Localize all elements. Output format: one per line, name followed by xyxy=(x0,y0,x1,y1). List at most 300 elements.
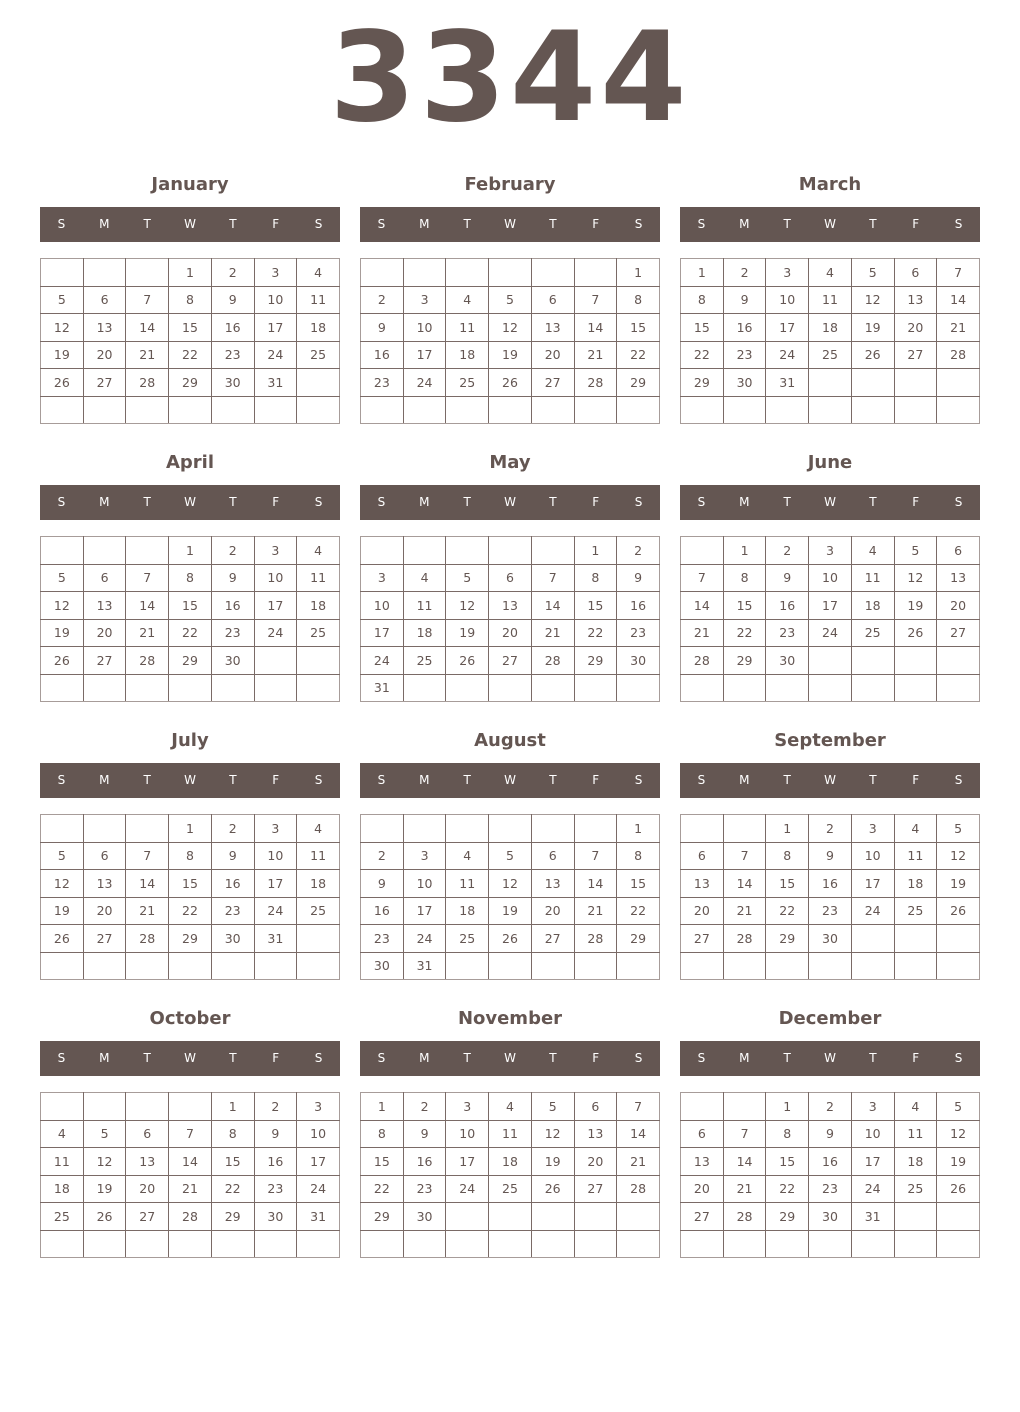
day-cell: 6 xyxy=(531,286,574,314)
day-cell: 22 xyxy=(169,341,212,369)
day-cell: 17 xyxy=(851,1148,894,1176)
day-cell xyxy=(41,1093,84,1121)
day-cell: 27 xyxy=(83,369,126,397)
week-row xyxy=(681,925,980,953)
day-cell xyxy=(83,674,126,702)
weekday-label: T xyxy=(869,773,877,787)
day-cell: 24 xyxy=(254,897,297,925)
day-cell xyxy=(574,1203,617,1231)
day-cell: 10 xyxy=(403,314,446,342)
day-cell: 3 xyxy=(446,1093,489,1121)
day-cell: 27 xyxy=(489,647,532,675)
day-cell: 26 xyxy=(489,925,532,953)
day-cell: 7 xyxy=(723,1120,766,1148)
day-cell: 25 xyxy=(403,647,446,675)
day-cell: 16 xyxy=(211,592,254,620)
day-cell: 15 xyxy=(617,870,660,898)
day-cell: 6 xyxy=(126,1120,169,1148)
day-cell: 7 xyxy=(617,1093,660,1121)
day-cell: 12 xyxy=(41,870,84,898)
day-cell: 6 xyxy=(83,842,126,870)
day-cell: 25 xyxy=(297,341,340,369)
day-cell xyxy=(937,1230,980,1258)
day-cell: 17 xyxy=(254,314,297,342)
day-cell: 13 xyxy=(126,1148,169,1176)
day-cell xyxy=(403,815,446,843)
day-cell: 20 xyxy=(681,897,724,925)
weekday-label: T xyxy=(229,217,237,231)
day-cell: 16 xyxy=(766,592,809,620)
day-cell xyxy=(617,952,660,980)
day-cell: 26 xyxy=(894,619,937,647)
day-cell xyxy=(617,1203,660,1231)
week-row xyxy=(41,1120,340,1148)
weekday-label: S xyxy=(314,773,323,787)
day-cell: 30 xyxy=(723,369,766,397)
weekday-label: T xyxy=(229,1051,237,1065)
weekday-label: M xyxy=(739,217,750,231)
day-cell: 30 xyxy=(254,1203,297,1231)
day-cell: 8 xyxy=(361,1120,404,1148)
day-cell xyxy=(894,647,937,675)
weekday-label: W xyxy=(504,1051,516,1065)
day-cell: 4 xyxy=(809,259,852,287)
week-row xyxy=(361,674,660,702)
weekday-label: S xyxy=(314,495,323,509)
day-cell xyxy=(126,952,169,980)
day-cell: 13 xyxy=(531,314,574,342)
weekday-header xyxy=(360,485,660,520)
day-cell: 20 xyxy=(681,1175,724,1203)
week-row xyxy=(681,1203,980,1231)
day-cell xyxy=(254,396,297,424)
day-cell: 9 xyxy=(809,1120,852,1148)
day-cell xyxy=(894,952,937,980)
weekday-label: T xyxy=(143,217,151,231)
day-cell: 27 xyxy=(894,341,937,369)
day-cell: 3 xyxy=(766,259,809,287)
week-row xyxy=(361,314,660,342)
day-cell: 4 xyxy=(297,815,340,843)
day-cell: 26 xyxy=(41,369,84,397)
day-cell: 5 xyxy=(937,815,980,843)
day-cell xyxy=(851,1230,894,1258)
day-cell: 16 xyxy=(403,1148,446,1176)
day-cell: 29 xyxy=(211,1203,254,1231)
day-cell: 28 xyxy=(723,925,766,953)
day-cell xyxy=(169,952,212,980)
day-cell: 29 xyxy=(617,369,660,397)
day-cell: 2 xyxy=(723,259,766,287)
week-row xyxy=(41,647,340,675)
day-cell xyxy=(894,396,937,424)
day-cell xyxy=(169,674,212,702)
day-cell xyxy=(937,1203,980,1231)
day-cell xyxy=(894,1230,937,1258)
day-cell: 15 xyxy=(574,592,617,620)
week-row xyxy=(361,897,660,925)
day-cell: 11 xyxy=(809,286,852,314)
day-cell: 15 xyxy=(617,314,660,342)
day-cell: 13 xyxy=(531,870,574,898)
day-cell: 28 xyxy=(574,369,617,397)
weekday-label: S xyxy=(954,1051,963,1065)
day-cell: 20 xyxy=(894,314,937,342)
day-cell: 11 xyxy=(297,286,340,314)
day-grid xyxy=(40,258,340,424)
day-cell: 18 xyxy=(297,314,340,342)
day-cell: 12 xyxy=(446,592,489,620)
day-cell: 28 xyxy=(126,647,169,675)
day-cell: 23 xyxy=(403,1175,446,1203)
day-cell xyxy=(937,952,980,980)
day-cell xyxy=(254,952,297,980)
day-cell: 3 xyxy=(403,842,446,870)
day-cell: 7 xyxy=(126,564,169,592)
day-cell xyxy=(83,259,126,287)
day-cell: 4 xyxy=(894,815,937,843)
day-cell: 13 xyxy=(894,286,937,314)
day-cell: 3 xyxy=(403,286,446,314)
day-cell xyxy=(851,925,894,953)
day-cell xyxy=(894,925,937,953)
month-name: December xyxy=(778,1008,882,1029)
day-cell: 27 xyxy=(681,1203,724,1231)
weekday-label: T xyxy=(229,773,237,787)
day-cell: 25 xyxy=(851,619,894,647)
day-cell xyxy=(361,396,404,424)
weekday-label: T xyxy=(783,495,791,509)
weekday-label: F xyxy=(592,217,600,231)
day-cell: 2 xyxy=(211,537,254,565)
weekday-label: F xyxy=(912,1051,920,1065)
day-cell: 20 xyxy=(489,619,532,647)
day-cell: 21 xyxy=(574,341,617,369)
day-cell: 8 xyxy=(574,564,617,592)
day-cell: 17 xyxy=(446,1148,489,1176)
day-cell: 10 xyxy=(254,842,297,870)
week-row xyxy=(361,870,660,898)
day-cell: 7 xyxy=(937,259,980,287)
day-cell: 14 xyxy=(723,870,766,898)
day-cell xyxy=(41,537,84,565)
weekday-label: F xyxy=(272,495,280,509)
day-cell xyxy=(254,1230,297,1258)
day-cell: 2 xyxy=(211,259,254,287)
day-cell: 2 xyxy=(361,286,404,314)
day-cell: 17 xyxy=(361,619,404,647)
day-cell: 20 xyxy=(83,897,126,925)
day-grid xyxy=(40,814,340,980)
day-cell: 14 xyxy=(617,1120,660,1148)
day-cell: 22 xyxy=(723,619,766,647)
day-cell: 28 xyxy=(531,647,574,675)
day-cell xyxy=(297,369,340,397)
day-cell: 24 xyxy=(851,1175,894,1203)
day-cell xyxy=(531,537,574,565)
day-cell: 13 xyxy=(489,592,532,620)
day-cell: 2 xyxy=(809,815,852,843)
day-cell: 30 xyxy=(211,647,254,675)
day-cell: 22 xyxy=(766,1175,809,1203)
day-cell xyxy=(489,674,532,702)
day-cell: 22 xyxy=(574,619,617,647)
day-cell xyxy=(361,815,404,843)
day-cell: 23 xyxy=(723,341,766,369)
day-cell xyxy=(531,259,574,287)
day-cell: 5 xyxy=(41,842,84,870)
day-cell: 11 xyxy=(894,842,937,870)
day-cell xyxy=(617,396,660,424)
weekday-label: T xyxy=(549,1051,557,1065)
week-row xyxy=(681,647,980,675)
weekday-label: T xyxy=(783,1051,791,1065)
day-cell xyxy=(851,369,894,397)
day-cell: 28 xyxy=(126,369,169,397)
day-cell: 16 xyxy=(211,870,254,898)
day-cell xyxy=(574,952,617,980)
day-cell: 23 xyxy=(254,1175,297,1203)
week-row xyxy=(681,897,980,925)
weekday-header xyxy=(360,207,660,242)
day-cell: 14 xyxy=(937,286,980,314)
day-cell xyxy=(937,369,980,397)
day-cell: 21 xyxy=(617,1148,660,1176)
day-cell: 31 xyxy=(851,1203,894,1231)
week-row xyxy=(681,674,980,702)
day-cell: 15 xyxy=(723,592,766,620)
day-cell: 20 xyxy=(83,619,126,647)
day-cell xyxy=(531,952,574,980)
day-cell: 22 xyxy=(211,1175,254,1203)
day-cell xyxy=(446,1203,489,1231)
day-cell xyxy=(41,815,84,843)
day-cell xyxy=(169,396,212,424)
day-cell xyxy=(126,396,169,424)
weekday-header xyxy=(680,1041,980,1076)
day-cell: 2 xyxy=(617,537,660,565)
day-cell xyxy=(446,674,489,702)
week-row xyxy=(41,842,340,870)
day-cell: 1 xyxy=(766,815,809,843)
weekday-header xyxy=(40,1041,340,1076)
day-cell: 10 xyxy=(851,1120,894,1148)
weekday-label: W xyxy=(184,495,196,509)
day-cell: 2 xyxy=(211,815,254,843)
day-cell xyxy=(723,815,766,843)
day-cell: 8 xyxy=(766,1120,809,1148)
day-cell: 31 xyxy=(254,925,297,953)
day-cell: 14 xyxy=(723,1148,766,1176)
day-cell: 24 xyxy=(851,897,894,925)
day-cell: 19 xyxy=(489,897,532,925)
day-cell: 25 xyxy=(297,619,340,647)
week-row xyxy=(41,259,340,287)
day-cell: 1 xyxy=(617,815,660,843)
day-cell: 6 xyxy=(681,842,724,870)
day-cell: 23 xyxy=(809,897,852,925)
day-cell xyxy=(617,674,660,702)
week-row xyxy=(361,842,660,870)
week-row xyxy=(41,396,340,424)
day-cell: 5 xyxy=(83,1120,126,1148)
weekday-label: S xyxy=(57,773,66,787)
day-cell: 3 xyxy=(361,564,404,592)
weekday-label: S xyxy=(377,495,386,509)
day-cell xyxy=(126,1230,169,1258)
week-row xyxy=(41,369,340,397)
day-cell: 17 xyxy=(809,592,852,620)
week-row xyxy=(41,592,340,620)
weekday-label: M xyxy=(99,1051,110,1065)
day-cell: 1 xyxy=(361,1093,404,1121)
day-cell: 13 xyxy=(83,592,126,620)
day-cell: 31 xyxy=(766,369,809,397)
day-cell xyxy=(489,1203,532,1231)
day-cell: 15 xyxy=(766,1148,809,1176)
day-cell: 10 xyxy=(446,1120,489,1148)
week-row xyxy=(41,619,340,647)
day-cell: 3 xyxy=(297,1093,340,1121)
weekday-label: F xyxy=(912,773,920,787)
day-cell: 13 xyxy=(574,1120,617,1148)
day-cell xyxy=(574,1230,617,1258)
day-cell xyxy=(894,369,937,397)
weekday-header xyxy=(40,485,340,520)
day-cell: 19 xyxy=(894,592,937,620)
day-cell: 1 xyxy=(169,259,212,287)
day-cell: 23 xyxy=(809,1175,852,1203)
day-cell xyxy=(574,815,617,843)
day-cell: 23 xyxy=(211,619,254,647)
day-cell: 8 xyxy=(723,564,766,592)
day-cell: 8 xyxy=(766,842,809,870)
day-cell: 11 xyxy=(851,564,894,592)
weekday-label: S xyxy=(697,217,706,231)
weekday-label: F xyxy=(912,217,920,231)
day-cell: 3 xyxy=(254,537,297,565)
day-cell xyxy=(766,1230,809,1258)
day-cell: 18 xyxy=(489,1148,532,1176)
day-cell: 12 xyxy=(894,564,937,592)
day-cell: 31 xyxy=(254,369,297,397)
day-cell: 30 xyxy=(211,925,254,953)
weekday-label: S xyxy=(634,495,643,509)
day-cell: 17 xyxy=(297,1148,340,1176)
day-cell xyxy=(446,815,489,843)
weekday-label: M xyxy=(739,773,750,787)
week-row xyxy=(361,1230,660,1258)
day-cell: 24 xyxy=(403,925,446,953)
weekday-label: W xyxy=(184,1051,196,1065)
day-grid xyxy=(680,1092,980,1258)
day-cell: 19 xyxy=(531,1148,574,1176)
day-cell: 11 xyxy=(446,870,489,898)
day-cell: 7 xyxy=(723,842,766,870)
day-grid xyxy=(680,814,980,980)
week-row xyxy=(361,592,660,620)
day-cell: 15 xyxy=(766,870,809,898)
month-name: January xyxy=(151,174,229,195)
day-cell xyxy=(574,259,617,287)
month-name: April xyxy=(165,452,215,473)
weekday-label: S xyxy=(314,1051,323,1065)
month-name: March xyxy=(798,174,862,195)
weekday-label: F xyxy=(592,495,600,509)
week-row xyxy=(41,564,340,592)
weekday-label: S xyxy=(377,217,386,231)
week-row xyxy=(681,396,980,424)
week-row xyxy=(681,537,980,565)
day-cell xyxy=(211,952,254,980)
day-cell: 22 xyxy=(169,897,212,925)
weekday-label: W xyxy=(184,773,196,787)
day-cell xyxy=(574,674,617,702)
day-cell xyxy=(809,674,852,702)
day-cell: 30 xyxy=(766,647,809,675)
day-cell xyxy=(297,1230,340,1258)
day-cell: 12 xyxy=(489,870,532,898)
day-cell: 21 xyxy=(937,314,980,342)
day-cell xyxy=(681,952,724,980)
day-cell: 9 xyxy=(254,1120,297,1148)
week-row xyxy=(361,396,660,424)
weekday-label: T xyxy=(869,217,877,231)
day-cell: 17 xyxy=(766,314,809,342)
day-cell: 4 xyxy=(489,1093,532,1121)
day-cell: 18 xyxy=(297,592,340,620)
day-cell: 13 xyxy=(937,564,980,592)
year-title: 3344 xyxy=(329,6,691,150)
day-cell: 14 xyxy=(574,870,617,898)
day-cell: 29 xyxy=(766,925,809,953)
day-cell xyxy=(403,674,446,702)
day-cell xyxy=(446,259,489,287)
day-cell: 15 xyxy=(211,1148,254,1176)
day-cell xyxy=(83,952,126,980)
day-cell xyxy=(809,1230,852,1258)
day-cell: 19 xyxy=(489,341,532,369)
day-cell: 26 xyxy=(851,341,894,369)
day-grid xyxy=(680,258,980,424)
weekday-label: F xyxy=(272,773,280,787)
day-cell: 26 xyxy=(937,897,980,925)
day-cell: 9 xyxy=(723,286,766,314)
day-cell: 8 xyxy=(617,286,660,314)
day-cell: 11 xyxy=(489,1120,532,1148)
day-grid xyxy=(360,814,660,980)
day-cell xyxy=(809,647,852,675)
day-cell: 19 xyxy=(41,897,84,925)
day-cell: 10 xyxy=(766,286,809,314)
week-row xyxy=(361,1203,660,1231)
week-row xyxy=(361,564,660,592)
day-cell: 9 xyxy=(617,564,660,592)
weekday-label: W xyxy=(824,1051,836,1065)
month-name: July xyxy=(171,730,209,751)
day-cell: 6 xyxy=(574,1093,617,1121)
day-cell xyxy=(851,674,894,702)
day-cell: 16 xyxy=(211,314,254,342)
day-cell xyxy=(617,1230,660,1258)
day-cell xyxy=(83,1093,126,1121)
day-cell: 5 xyxy=(894,537,937,565)
week-row xyxy=(41,925,340,953)
day-cell: 11 xyxy=(894,1120,937,1148)
day-cell: 22 xyxy=(766,897,809,925)
day-cell: 4 xyxy=(297,537,340,565)
week-row xyxy=(361,1093,660,1121)
